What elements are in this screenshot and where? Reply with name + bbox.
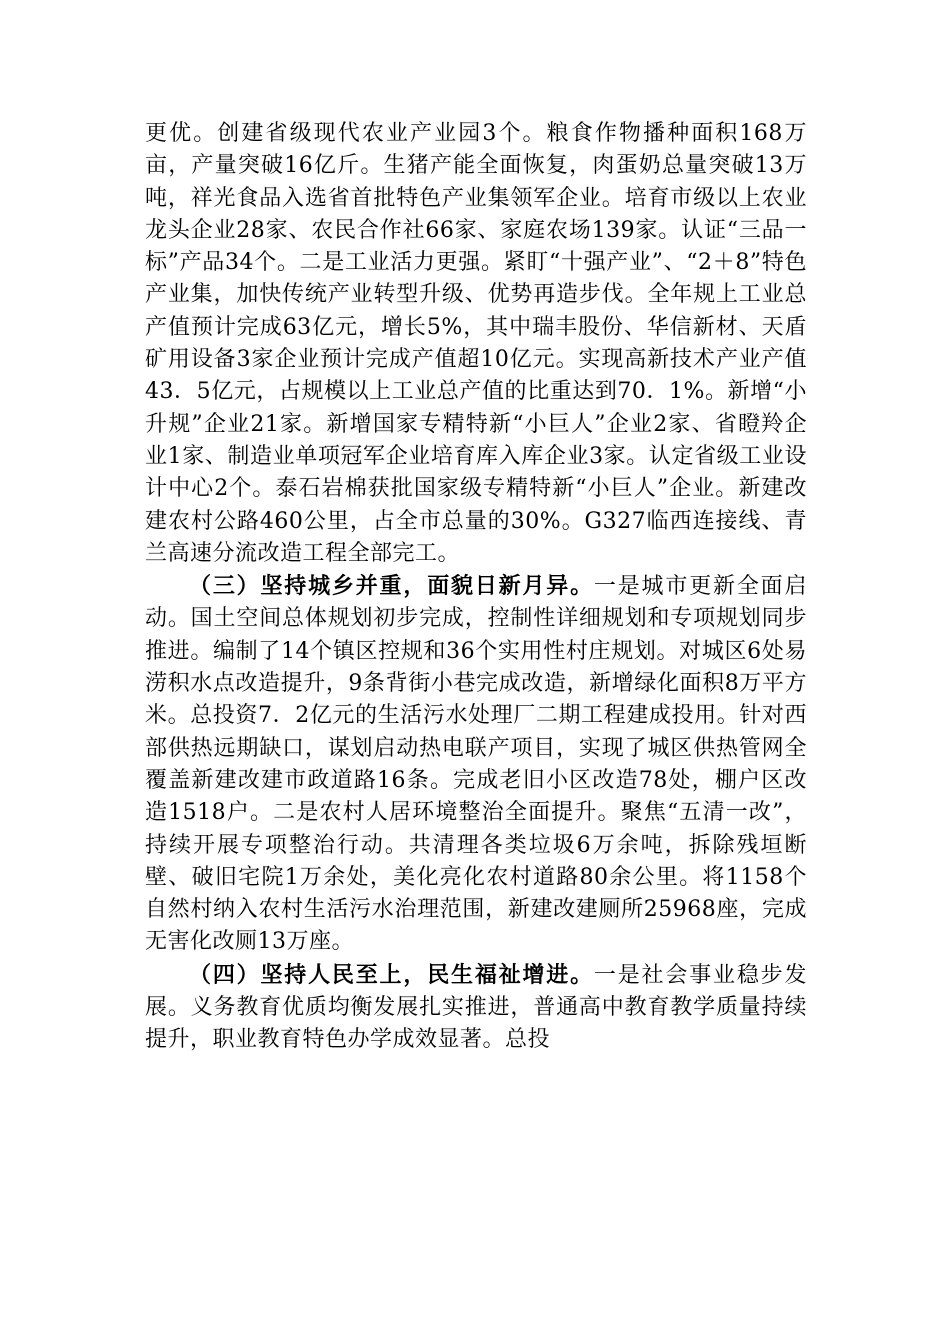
section-heading-3: （三）坚持城乡并重，面貌日新月异。: [189, 573, 594, 600]
paragraph-people-livelihood: [145, 959, 807, 1057]
paragraph-text: 更优。创建省级现代农业产业园3个。粮食作物播种面积168万亩，产量突破16亿斤。生猪产能全面恢复，肉蛋奶总量突破13万吨，祥光食品入选省首批特色产业集领军企业。培育市级以上农业龙头企业28家、农民合作社66家、家庭农场139家。认证“三品一标”产品34个。二是工业活力更强。紧盯“十强产业”、“2＋8”特色产业集，加快传统产业转型升级、优势再造步伐。全年规上工业总产值预计完成63亿元，增长5%，其中瑞丰股份、华信新材、天盾矿用设备3家企业预计完成产值超10亿元。实现高新技术产业产值43．5亿元，占规模以上工业总产值的比重达到70．1%。新增“小升规”企业21家。新增国家专精特新“小巨人”企业2家、省瞪羚企业1家、制造业单项冠军企业培育库入库企业3家。认定省级工业设计中心2个。泰石岩棉获批国家级专精特新“小巨人”企业。新建改建农村公路460公里，占全市总量的30%。G327临西连接线、青兰高速分流改造工程全部完工。: [145, 121, 807, 566]
paragraph-urban-rural: [145, 570, 807, 959]
section-heading-4: （四）坚持人民至上，民生福祉增进。: [189, 961, 594, 988]
paragraph-text: 一是城市更新全面启动。国土空间总体规划初步完成，控制性详细规划和专项规划同步推进。编制了14个镇区控规和36个实用性村庄规划。对城区6处易涝积水点改造提升，9条背街小巷完成改造，新增绿化面积8万平方米。总投资7．2亿元的生活污水处理厂二期工程建成投用。针对西部供热远期缺口，谋划启动热电联产项目，实现了城区供热管网全覆盖新建改建市政道路16条。完成老旧小区改造78处，棚户区改造1518户。二是农村人居环境整治全面提升。聚焦“五清一改”，持续开展专项整治行动。共清理各类垃圾6万余吨，拆除残垣断壁、破旧宅院1万余处，美化亮化农村道路80余公里。将1158个自然村纳入农村生活污水治理范围，新建改建厕所25968座，完成无害化改厕13万座。: [145, 574, 807, 955]
document-page: [145, 118, 807, 1057]
paragraph-text: 一是社会事业稳步发展。义务教育优质均衡发展扎实推进，普通高中教育教学质量持续提升，职业教育特色办学成效显著。总投: [145, 962, 807, 1053]
paragraph-agriculture-industry: [145, 118, 807, 570]
